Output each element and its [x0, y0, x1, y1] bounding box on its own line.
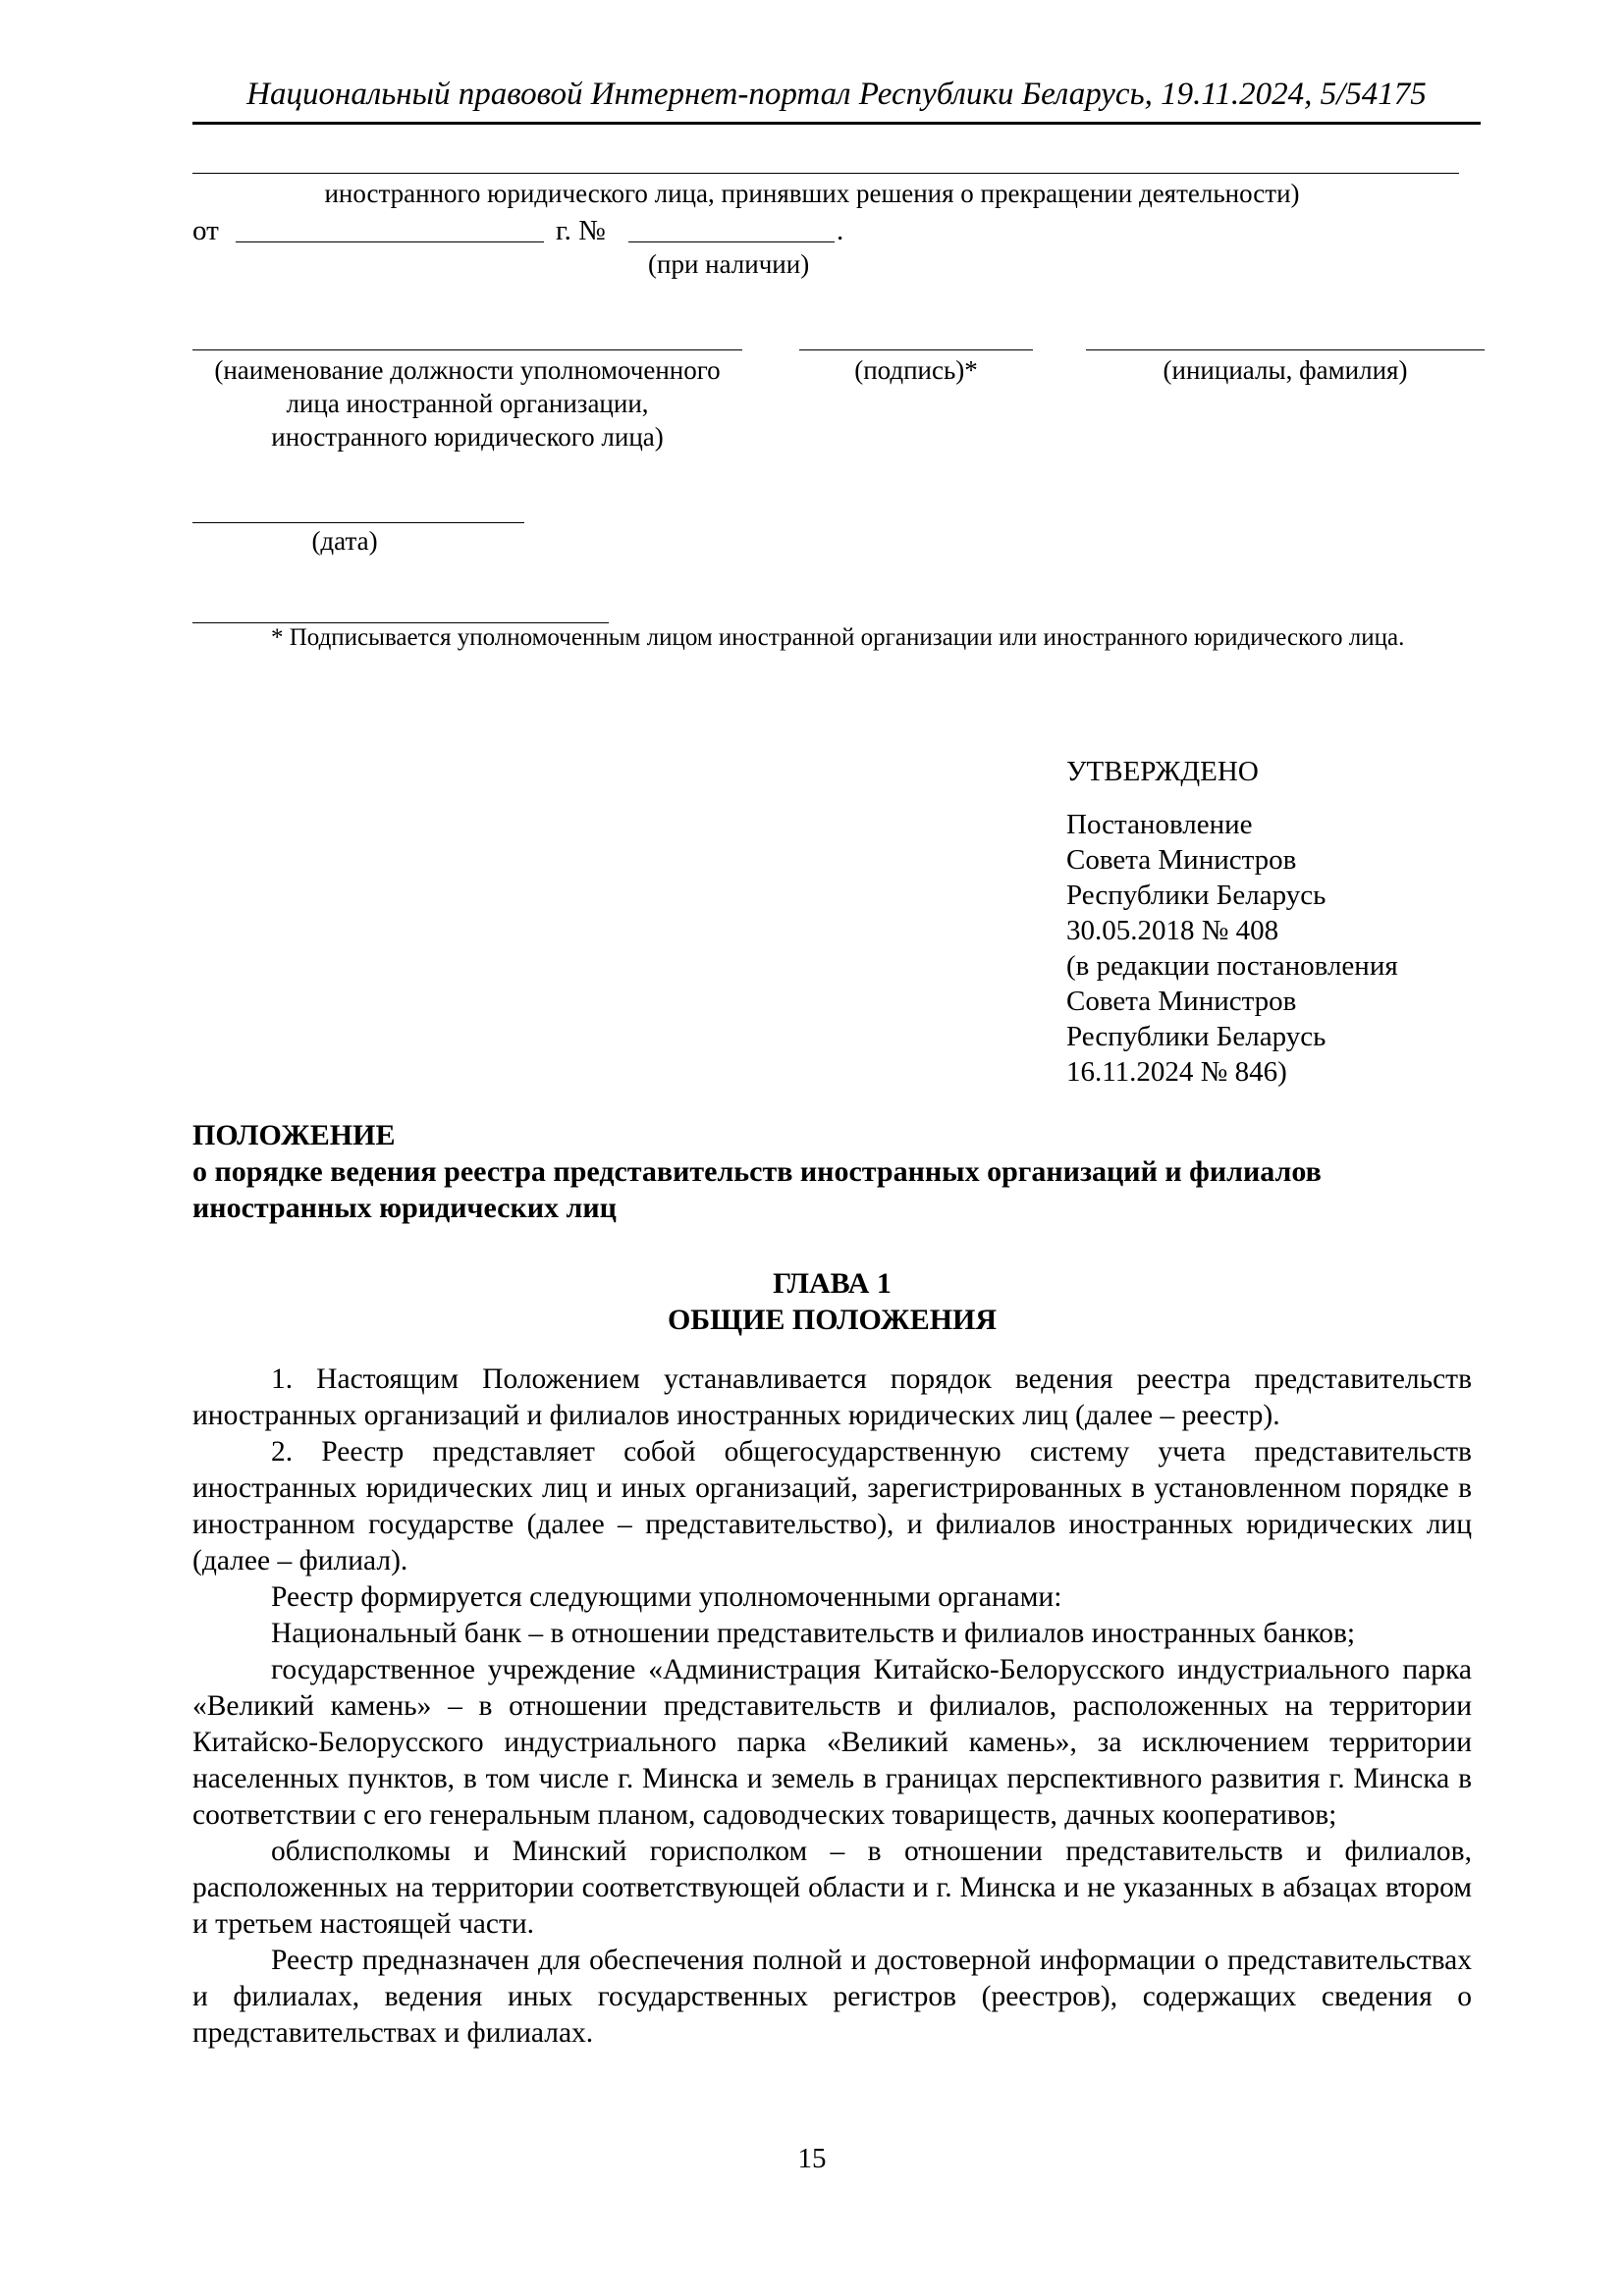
page-header: Национальный правовой Интернет-портал Республики Беларусь, 19.11.2024, 5/54175 [192, 71, 1481, 125]
position-caption-line-2: лица иностранной организации, [286, 389, 649, 418]
blank-line-name [1086, 349, 1485, 350]
footnote: * Подписывается уполномоченным лицом иностранной организации или иностранного юридического лица. [271, 624, 1405, 651]
chapter-number: ГЛАВА 1 [773, 1267, 892, 1300]
blank-line-date-signed [192, 522, 524, 523]
page-number: 15 [797, 2143, 827, 2174]
approval-line: (в редакции постановления [1066, 950, 1398, 982]
approval-line: Республики Беларусь [1066, 1021, 1326, 1052]
from-label: от [192, 215, 219, 246]
paragraph-2: 2. Реестр представляет собой общегосударственную систему учета представительств иностранных юридических лиц и иных организаций, зарегистрированных в установленном порядке в иностранном государстве (далее – представительство), и филиалов иностранных юридических лиц (далее – филиал). [192, 1436, 1472, 1576]
approval-line: Республики Беларусь [1066, 880, 1326, 911]
document-title [192, 1117, 1472, 1226]
blank-line-number [628, 241, 835, 242]
title-heading: ПОЛОЖЕНИЕ [192, 1119, 396, 1151]
title-subtitle: о порядке ведения реестра представительств иностранных организаций и филиалов иностранных юридических лиц [192, 1155, 1322, 1224]
blank-line-date [236, 241, 544, 242]
body-text [192, 1362, 1472, 2052]
approval-line: Постановление [1066, 809, 1253, 840]
paragraph-6: облисполкомы и Минский горисполком – в отношении представительств и филиалов, расположенных на территории соответствующей области и г. Минска и не указанных в абзацах втором и третьем настоящей части. [192, 1836, 1472, 1940]
approval-line: 16.11.2024 № 846) [1066, 1056, 1287, 1088]
approval-line: Совета Министров [1066, 844, 1297, 876]
blank-line-signature [799, 349, 1033, 350]
paragraph-1: 1. Настоящим Положением устанавливается порядок ведения реестра представительств иностранных организаций и филиалов иностранных юридических лиц (далее – реестр). [192, 1363, 1472, 1431]
paragraph-3: Реестр формируется следующими уполномоченными органами: [271, 1581, 1062, 1613]
paragraph-7: Реестр предназначен для обеспечения полной и достоверной информации о представительствах и филиалах, ведения иных государственных регистров (реестров), содержащих сведения о представительствах и филиалах. [192, 1945, 1472, 2049]
approval-line: 30.05.2018 № 408 [1066, 915, 1279, 946]
approval-line: УТВЕРЖДЕНО [1066, 756, 1259, 787]
position-caption-line-3: иностранного юридического лица) [271, 422, 664, 452]
blank-line-entity [192, 173, 1459, 174]
blank-line-position [192, 349, 742, 350]
date-caption: (дата) [311, 526, 378, 556]
period: . [837, 215, 844, 246]
if-available-caption: (при наличии) [648, 249, 810, 279]
approval-block [1066, 754, 1398, 1090]
entity-caption: иностранного юридического лица, принявших решения о прекращении деятельности) [324, 179, 1300, 208]
chapter-heading [192, 1265, 1472, 1338]
name-caption: (инициалы, фамилия) [1163, 355, 1408, 385]
paragraph-5: государственное учреждение «Администрация Китайско-Белорусского индустриального парка «Великий камень» – в отношении представительств и филиалов, расположенных на территории Китайско-Белорусского индустриального парка «Великий камень», за исключением территории населенных пунктов, в том числе г. Минска и земель в границах перспективного развития г. Минска в соответствии с его генеральным планом, садоводческих товариществ, дачных кооперативов; [192, 1654, 1472, 1831]
approval-line: Совета Министров [1066, 986, 1297, 1017]
signature-caption: (подпись)* [854, 355, 978, 385]
number-label: г. № [556, 215, 606, 246]
paragraph-4: Национальный банк – в отношении представительств и филиалов иностранных банков; [271, 1618, 1356, 1649]
chapter-name: ОБЩИЕ ПОЛОЖЕНИЯ [667, 1304, 998, 1336]
position-caption-line-1: (наименование должности уполномоченного [214, 355, 721, 385]
